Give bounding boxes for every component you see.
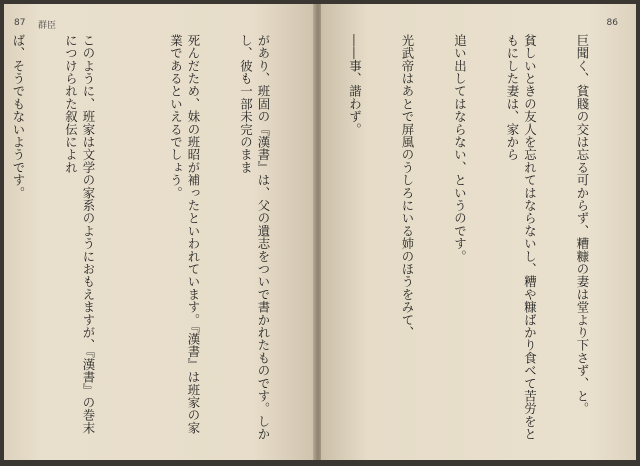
- right-page: [321, 4, 636, 460]
- left-body-text: [11, 34, 307, 446]
- text-column: 貧しいときの友人を忘れてはならないし、糟や糠ばかり食べて苦労をともにした妻は、家から: [505, 34, 538, 441]
- text-column: ――事、諧わず。: [347, 34, 363, 136]
- text-column: このように、班家は文学の家系のようにおもえますが、『漢書』の巻末につけられた叙伝によれ: [63, 34, 96, 435]
- left-running-head: 群臣: [38, 21, 57, 31]
- text-column: 追い出してはならない、というのです。: [452, 34, 468, 263]
- right-page-number: 86: [606, 18, 618, 28]
- text-column: ば、そうでもないようです。: [11, 34, 26, 200]
- left-page: [4, 4, 315, 460]
- text-column: 死んだため、妹の班昭が補ったといわれています。『漢書』は班家の家業であるといえるでしょう。: [168, 34, 201, 435]
- text-column: があり、班固の『漢書』は、父の遺志をついで書かれたものです。しかし、彼も一部未完のまま: [238, 34, 271, 441]
- left-page-number: 87: [14, 18, 26, 28]
- text-column: 巨聞く、貧賤の交は忘る可からず、糟糠の妻は堂より下さず、と。: [575, 34, 590, 415]
- right-body-text: [334, 34, 626, 446]
- text-column: 光武帝はあとで屏風のうしろにいる姉のほうをみて、: [400, 34, 415, 339]
